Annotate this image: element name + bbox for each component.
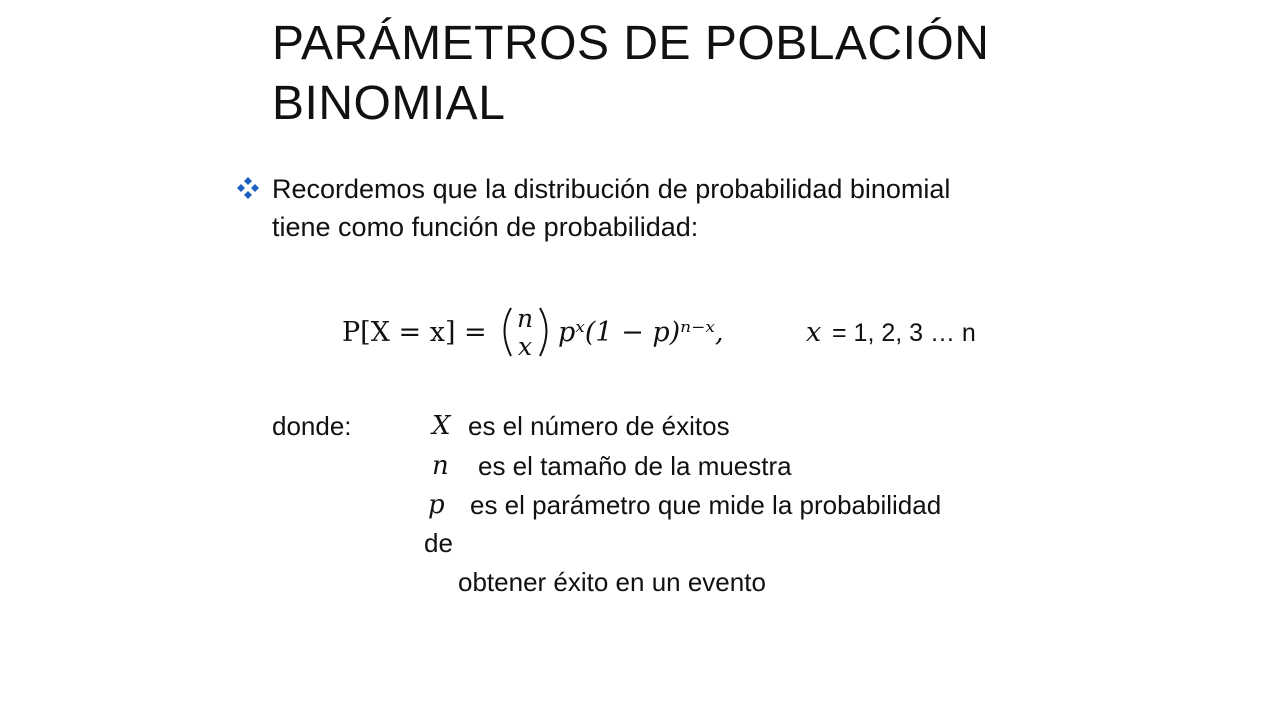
title-line-2: BINOMIAL (272, 77, 506, 130)
binom-right-paren (540, 308, 547, 356)
title-line-1: PARÁMETROS DE POBLACIÓN (272, 17, 990, 70)
formula-rest: pˣ(1 − p)ⁿ⁻ˣ, (558, 317, 724, 348)
domain-variable: x (806, 317, 822, 348)
definition-continuation-2: obtener éxito en un evento (458, 567, 766, 597)
diamond-bullet-icon (236, 176, 260, 200)
symbol-p: p (428, 490, 445, 520)
intro-line-1: Recordemos que la distribución de probabilidad binomial (272, 174, 951, 204)
definition-X: es el número de éxitos (468, 411, 730, 441)
binomial-formula (0, 290, 1280, 370)
binom-top: n (516, 304, 534, 333)
definition-n: es el tamaño de la muestra (478, 451, 792, 481)
formula-lhs: P[X = x] = (342, 317, 487, 348)
definition-p: es el parámetro que mide la probabilidad (470, 490, 942, 520)
symbol-n: n (432, 451, 449, 481)
diamond-bullet-graphic (236, 176, 260, 200)
formula-svg (0, 290, 1280, 370)
slide-title (272, 14, 1172, 134)
symbol-X: X (432, 411, 451, 441)
domain-values: = 1, 2, 3 … n (832, 319, 976, 347)
intro-line-2: tiene como función de probabilidad: (272, 212, 699, 242)
binom-bottom: x (517, 332, 533, 361)
binom-left-paren (505, 308, 512, 356)
intro-paragraph (272, 170, 1072, 246)
definition-continuation-1: de (424, 528, 453, 558)
donde-label: donde: (272, 411, 352, 441)
